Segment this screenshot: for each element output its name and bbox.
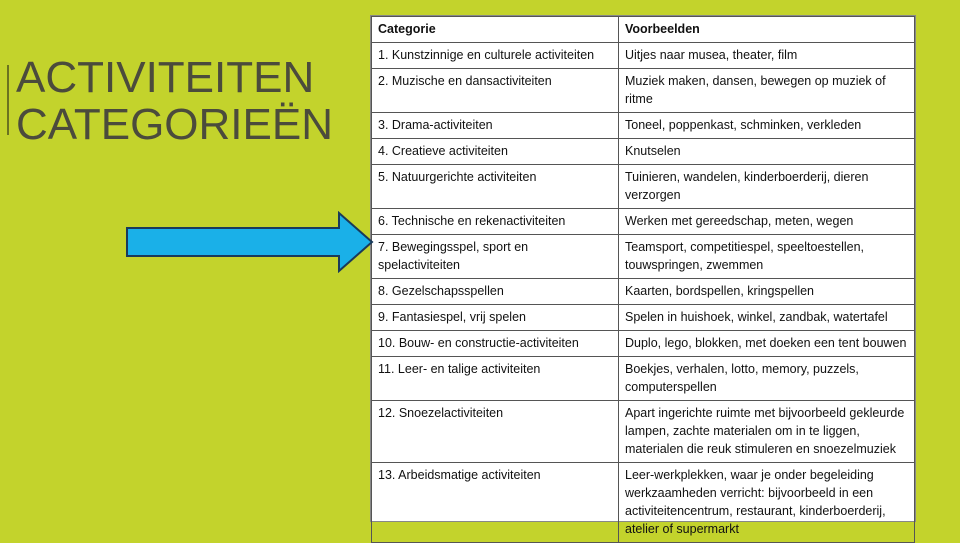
table-row bbox=[372, 279, 915, 305]
table-row bbox=[372, 165, 915, 209]
category-cell: 9. Fantasiespel, vrij spelen bbox=[372, 305, 619, 331]
category-cell: 1. Kunstzinnige en culturele activiteiten bbox=[372, 43, 619, 69]
table-row bbox=[372, 209, 915, 235]
table-row bbox=[372, 139, 915, 165]
examples-cell: Spelen in huishoek, winkel, zandbak, watertafel bbox=[619, 305, 915, 331]
examples-cell: Kaarten, bordspellen, kringspellen bbox=[619, 279, 915, 305]
category-cell: 13. Arbeidsmatige activiteiten bbox=[372, 463, 619, 543]
examples-cell: Tuinieren, wandelen, kinderboerderij, dieren verzorgen bbox=[619, 165, 915, 209]
examples-cell: Teamsport, competitiespel, speeltoestellen, touwspringen, zwemmen bbox=[619, 235, 915, 279]
table-row bbox=[372, 113, 915, 139]
category-cell: 4. Creatieve activiteiten bbox=[372, 139, 619, 165]
examples-cell: Duplo, lego, blokken, met doeken een tent bouwen bbox=[619, 331, 915, 357]
table-row bbox=[372, 401, 915, 463]
examples-cell: Werken met gereedschap, meten, wegen bbox=[619, 209, 915, 235]
title-line-2: CATEGORIEËN bbox=[16, 100, 334, 149]
examples-cell: Leer-werkplekken, waar je onder begeleiding werkzaamheden verricht: bijvoorbeeld in een activiteitencentrum, restaurant, kinderboerderij, atelier of supermarkt bbox=[619, 463, 915, 543]
table-row bbox=[372, 69, 915, 113]
table-row bbox=[372, 463, 915, 543]
table-header-row bbox=[372, 17, 915, 43]
examples-cell: Knutselen bbox=[619, 139, 915, 165]
slide-title bbox=[16, 54, 333, 148]
arrow-shape bbox=[127, 213, 372, 271]
category-cell: 7. Bewegingsspel, sport en spelactiviteiten bbox=[372, 235, 619, 279]
table-row bbox=[372, 331, 915, 357]
category-cell: 8. Gezelschapsspellen bbox=[372, 279, 619, 305]
category-cell: 12. Snoezelactiviteiten bbox=[372, 401, 619, 463]
header-categorie: Categorie bbox=[372, 17, 619, 43]
category-cell: 10. Bouw- en constructie-activiteiten bbox=[372, 331, 619, 357]
category-cell: 3. Drama-activiteiten bbox=[372, 113, 619, 139]
table-row bbox=[372, 357, 915, 401]
category-cell: 2. Muzische en dansactiviteiten bbox=[372, 69, 619, 113]
examples-cell: Boekjes, verhalen, lotto, memory, puzzels, computerspellen bbox=[619, 357, 915, 401]
examples-cell: Muziek maken, dansen, bewegen op muziek of ritme bbox=[619, 69, 915, 113]
examples-cell: Uitjes naar musea, theater, film bbox=[619, 43, 915, 69]
header-voorbeelden: Voorbeelden bbox=[619, 17, 915, 43]
examples-cell: Apart ingerichte ruimte met bijvoorbeeld gekleurde lampen, zachte materialen om in te liggen, materialen die reuk stimuleren en snoezelmuziek bbox=[619, 401, 915, 463]
title-accent-line bbox=[7, 65, 9, 135]
title-line-1: ACTIVITEITEN bbox=[16, 53, 315, 102]
table-row bbox=[372, 43, 915, 69]
category-cell: 5. Natuurgerichte activiteiten bbox=[372, 165, 619, 209]
arrow-right-icon bbox=[125, 211, 375, 273]
category-cell: 11. Leer- en talige activiteiten bbox=[372, 357, 619, 401]
category-cell: 6. Technische en rekenactiviteiten bbox=[372, 209, 619, 235]
activities-table bbox=[370, 15, 916, 536]
table-row bbox=[372, 235, 915, 279]
examples-cell: Toneel, poppenkast, schminken, verkleden bbox=[619, 113, 915, 139]
table-row bbox=[372, 305, 915, 331]
